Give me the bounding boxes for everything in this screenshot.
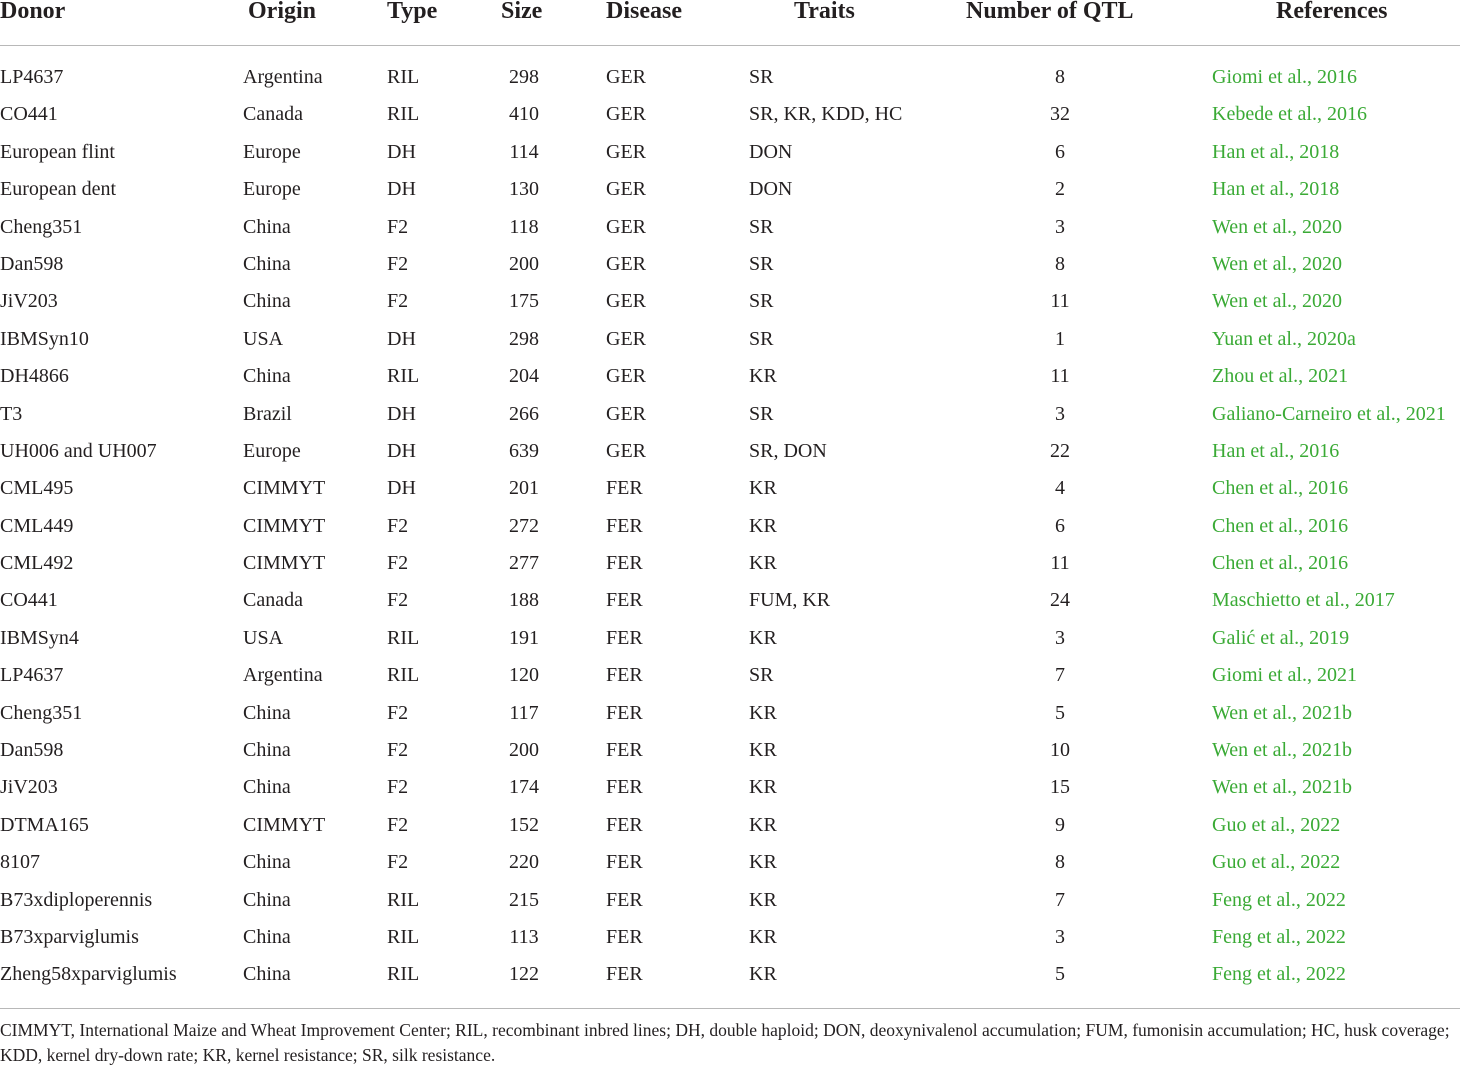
reference-link[interactable]: Maschietto et al., 2017 [1212,589,1395,612]
reference-link[interactable]: Chen et al., 2016 [1212,514,1349,537]
table-row [0,882,1460,919]
cell-type: RIL [387,365,420,388]
table-row [0,508,1460,545]
table-row [0,433,1460,470]
cell-disease: FER [606,701,643,724]
cell-size: 174 [509,776,539,799]
cell-donor: Dan598 [0,252,64,275]
cell-size: 272 [509,514,539,537]
header-divider [0,45,1460,46]
cell-number-of-qtl: 8 [1055,851,1065,874]
cell-disease: FER [606,589,643,612]
cell-size: 201 [509,477,539,500]
cell-number-of-qtl: 6 [1055,514,1065,537]
cell-number-of-qtl: 6 [1055,140,1065,163]
cell-traits: SR [749,402,774,425]
cell-traits: KR [749,626,777,649]
cell-number-of-qtl: 7 [1055,888,1065,911]
table-row [0,657,1460,694]
cell-disease: GER [606,365,646,388]
cell-donor: B73xdiploperennis [0,888,153,911]
cell-traits: KR [749,963,777,986]
cell-size: 277 [509,552,539,575]
cell-size: 200 [509,252,539,275]
table-row [0,807,1460,844]
cell-type: F2 [387,701,409,724]
cell-origin: China [243,365,291,388]
table-row [0,321,1460,358]
table-row [0,134,1460,171]
cell-donor: European flint [0,140,115,163]
reference-link[interactable]: Han et al., 2018 [1212,140,1340,163]
cell-traits: KR [749,365,777,388]
cell-type: F2 [387,552,409,575]
cell-disease: FER [606,552,643,575]
cell-donor: Zheng58xparviglumis [0,963,177,986]
cell-origin: CIMMYT [243,552,326,575]
cell-traits: KR [749,552,777,575]
table-row [0,283,1460,320]
table-row [0,844,1460,881]
cell-size: 191 [509,626,539,649]
table-row [0,470,1460,507]
header-number-of-qtl: Number of QTL [966,0,1134,24]
cell-size: 114 [509,140,539,163]
cell-donor: 8107 [0,851,40,874]
table-row [0,919,1460,956]
cell-number-of-qtl: 5 [1055,963,1065,986]
cell-size: 266 [509,402,539,425]
table-row [0,96,1460,133]
cell-origin: China [243,925,291,948]
cell-type: DH [387,327,416,350]
cell-origin: Europe [243,178,301,201]
cell-traits: SR [749,664,774,687]
cell-traits: SR [749,290,774,313]
cell-size: 175 [509,290,539,313]
cell-disease: FER [606,514,643,537]
reference-link[interactable]: Guo et al., 2022 [1212,813,1341,836]
cell-disease: GER [606,178,646,201]
table-row [0,358,1460,395]
cell-type: RIL [387,103,420,126]
reference-link[interactable]: Wen et al., 2021b [1212,701,1353,724]
cell-traits: SR [749,66,774,88]
cell-donor: LP4637 [0,664,64,687]
table-body [0,59,1460,994]
cell-traits: KR [749,477,777,500]
cell-origin: CIMMYT [243,477,326,500]
cell-traits: SR [749,252,774,275]
cell-size: 298 [509,66,539,88]
cell-origin: CIMMYT [243,813,326,836]
cell-number-of-qtl: 8 [1055,252,1065,275]
cell-size: 200 [509,739,539,762]
cell-number-of-qtl: 7 [1055,664,1065,687]
cell-size: 204 [509,365,539,388]
cell-traits: KR [749,776,777,799]
reference-link[interactable]: Zhou et al., 2021 [1212,365,1349,388]
cell-origin: China [243,739,291,762]
header-disease: Disease [606,0,682,24]
cell-number-of-qtl: 10 [1050,739,1070,762]
cell-traits: SR [749,215,774,238]
cell-size: 298 [509,327,539,350]
cell-origin: Argentina [243,66,323,88]
table-row [0,209,1460,246]
cell-disease: GER [606,140,646,163]
reference-link[interactable]: Giomi et al., 2016 [1212,66,1357,88]
reference-link[interactable]: Han et al., 2016 [1212,439,1340,462]
cell-type: F2 [387,252,409,275]
cell-type: F2 [387,851,409,874]
cell-type: DH [387,477,416,500]
cell-disease: FER [606,626,643,649]
cell-donor: DTMA165 [0,813,89,836]
cell-disease: FER [606,888,643,911]
cell-number-of-qtl: 3 [1055,402,1065,425]
cell-disease: FER [606,925,643,948]
cell-origin: China [243,215,291,238]
cell-traits: KR [749,813,777,836]
cell-disease: GER [606,103,646,126]
header-donor: Donor [0,0,66,24]
cell-origin: Europe [243,439,301,462]
cell-number-of-qtl: 24 [1050,589,1070,612]
cell-size: 188 [509,589,539,612]
cell-type: F2 [387,776,409,799]
cell-number-of-qtl: 3 [1055,925,1065,948]
header-size: Size [501,0,543,24]
cell-donor: T3 [0,402,23,425]
reference-link[interactable]: Feng et al., 2022 [1212,888,1346,911]
cell-size: 220 [509,851,539,874]
cell-traits: DON [749,178,793,201]
cell-origin: Europe [243,140,301,163]
cell-donor: DH4866 [0,365,69,388]
cell-number-of-qtl: 11 [1050,552,1070,575]
table-row [0,545,1460,582]
cell-disease: GER [606,252,646,275]
cell-type: RIL [387,925,420,948]
reference-link[interactable]: Wen et al., 2021b [1212,739,1353,762]
cell-type: DH [387,140,416,163]
cell-traits: SR, KR, KDD, HC [749,103,903,126]
cell-donor: Cheng351 [0,215,83,238]
cell-type: DH [387,402,416,425]
cell-disease: GER [606,327,646,350]
table-row [0,695,1460,732]
cell-size: 118 [509,215,539,238]
cell-traits: KR [749,888,777,911]
cell-donor: CML495 [0,477,74,500]
cell-size: 410 [509,103,539,126]
cell-size: 120 [509,664,539,687]
table-row [0,59,1460,96]
table-header-row [0,0,1460,30]
cell-type: RIL [387,963,420,986]
cell-traits: KR [749,701,777,724]
reference-link[interactable]: Wen et al., 2020 [1212,252,1343,275]
table-bottom-divider [0,1008,1460,1009]
reference-link[interactable]: Galić et al., 2019 [1212,626,1350,649]
cell-origin: Canada [243,589,303,612]
cell-traits: KR [749,739,777,762]
table-row [0,246,1460,283]
cell-size: 113 [509,925,539,948]
cell-donor: CML449 [0,514,74,537]
cell-type: F2 [387,290,409,313]
cell-disease: GER [606,215,646,238]
reference-link[interactable]: Yuan et al., 2020a [1212,327,1356,350]
cell-number-of-qtl: 15 [1050,776,1070,799]
cell-type: F2 [387,215,409,238]
cell-donor: CML492 [0,552,74,575]
table-row [0,732,1460,769]
cell-traits: KR [749,514,777,537]
cell-donor: CO441 [0,103,58,126]
cell-disease: FER [606,664,643,687]
cell-traits: SR, DON [749,439,827,462]
table-row [0,620,1460,657]
reference-link[interactable]: Wen et al., 2021b [1212,776,1353,799]
cell-disease: GER [606,290,646,313]
cell-size: 122 [509,963,539,986]
cell-disease: FER [606,776,643,799]
cell-origin: Argentina [243,664,323,687]
cell-origin: China [243,252,291,275]
cell-disease: FER [606,477,643,500]
cell-type: DH [387,439,416,462]
header-type: Type [387,0,438,24]
cell-origin: Brazil [243,402,292,425]
cell-size: 130 [509,178,539,201]
reference-link[interactable]: Feng et al., 2022 [1212,925,1346,948]
cell-number-of-qtl: 22 [1050,439,1070,462]
reference-link[interactable]: Wen et al., 2020 [1212,215,1343,238]
cell-origin: USA [243,626,284,649]
reference-link[interactable]: Kebede et al., 2016 [1212,103,1367,126]
cell-type: F2 [387,813,409,836]
cell-type: RIL [387,626,420,649]
cell-traits: KR [749,925,777,948]
table-footnote: CIMMYT, International Maize and Wheat Improvement Center; RIL, recombinant inbred lines; DH, double haploid; DON, deoxynivalenol accumulation; FUM, fumonisin accumulation; HC, husk coverage; KDD, kernel dry-down rate; KR, kernel resistance; SR, silk resistance. [0,1020,1450,1065]
cell-number-of-qtl: 32 [1050,103,1070,126]
cell-traits: SR [749,327,774,350]
cell-type: RIL [387,888,420,911]
cell-donor: B73xparviglumis [0,925,139,948]
cell-disease: FER [606,963,643,986]
cell-type: F2 [387,589,409,612]
cell-donor: Dan598 [0,739,64,762]
cell-number-of-qtl: 5 [1055,701,1065,724]
cell-disease: GER [606,439,646,462]
cell-traits: DON [749,140,793,163]
reference-link[interactable]: Wen et al., 2020 [1212,290,1343,313]
cell-disease: FER [606,813,643,836]
cell-donor: IBMSyn10 [0,327,89,350]
cell-type: DH [387,178,416,201]
reference-link[interactable]: Guo et al., 2022 [1212,851,1341,874]
table-row [0,396,1460,433]
cell-number-of-qtl: 3 [1055,626,1065,649]
cell-size: 117 [509,701,539,724]
cell-origin: USA [243,327,284,350]
cell-disease: FER [606,851,643,874]
reference-link[interactable]: Chen et al., 2016 [1212,477,1349,500]
cell-disease: GER [606,66,646,88]
cell-number-of-qtl: 1 [1055,327,1065,350]
cell-number-of-qtl: 4 [1055,477,1065,500]
cell-donor: JiV203 [0,776,58,799]
cell-type: RIL [387,66,420,88]
cell-origin: China [243,851,291,874]
cell-donor: CO441 [0,589,58,612]
reference-link[interactable]: Giomi et al., 2021 [1212,664,1357,687]
cell-origin: China [243,888,291,911]
cell-number-of-qtl: 8 [1055,66,1065,88]
table-row [0,582,1460,619]
cell-donor: UH006 and UH007 [0,439,157,462]
table-row [0,171,1460,208]
cell-donor: IBMSyn4 [0,626,79,649]
cell-traits: KR [749,851,777,874]
cell-size: 152 [509,813,539,836]
cell-donor: JiV203 [0,290,58,313]
cell-origin: China [243,776,291,799]
cell-number-of-qtl: 3 [1055,215,1065,238]
cell-type: RIL [387,664,420,687]
cell-type: F2 [387,514,409,537]
cell-number-of-qtl: 2 [1055,178,1065,201]
cell-origin: China [243,701,291,724]
cell-origin: China [243,290,291,313]
cell-disease: GER [606,402,646,425]
cell-number-of-qtl: 11 [1050,290,1070,313]
cell-origin: CIMMYT [243,514,326,537]
reference-link[interactable]: Han et al., 2018 [1212,178,1340,201]
cell-donor: European dent [0,178,117,201]
cell-number-of-qtl: 11 [1050,365,1070,388]
cell-donor: LP4637 [0,66,64,88]
cell-type: F2 [387,739,409,762]
cell-number-of-qtl: 9 [1055,813,1065,836]
cell-origin: China [243,963,291,986]
table-row [0,956,1460,993]
cell-size: 639 [509,439,539,462]
cell-disease: FER [606,739,643,762]
header-traits: Traits [794,0,855,24]
cell-size: 215 [509,888,539,911]
cell-donor: Cheng351 [0,701,83,724]
reference-link[interactable]: Galiano-Carneiro et al., 2021 [1212,402,1446,425]
table-row [0,769,1460,806]
cell-origin: Canada [243,103,303,126]
header-references: References [1276,0,1388,24]
header-origin: Origin [248,0,317,24]
cell-traits: FUM, KR [749,589,831,612]
reference-link[interactable]: Chen et al., 2016 [1212,552,1349,575]
reference-link[interactable]: Feng et al., 2022 [1212,963,1346,986]
